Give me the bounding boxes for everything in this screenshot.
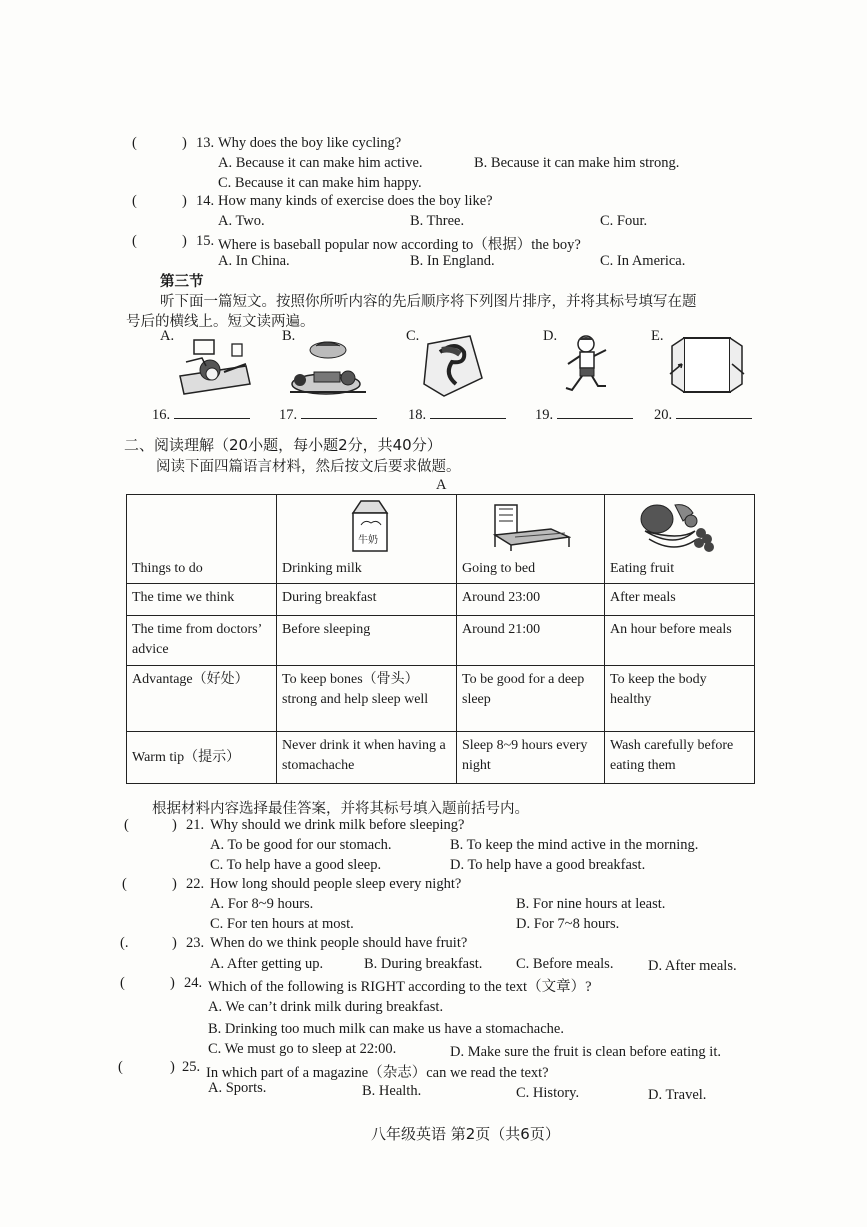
q14-option-b: B. Three. <box>410 213 465 229</box>
picture-label-b: B. <box>282 328 296 344</box>
q23-option-a: A. After getting up. <box>210 956 324 972</box>
q22-option-d: D. For 7~8 hours. <box>516 916 620 932</box>
blank-17[interactable] <box>279 406 377 424</box>
q22-option-c: C. For ten hours at most. <box>210 916 354 932</box>
table-cell: Wash carefully before eating them <box>605 732 755 784</box>
table-row <box>127 584 755 616</box>
q22-option-b: B. For nine hours at least. <box>516 896 666 912</box>
q23-text: When do we think people should have fruit? <box>210 935 468 951</box>
q22-paren[interactable]: ( <box>122 876 127 892</box>
q15-option-a: A. In China. <box>218 253 290 269</box>
q24-option-d: D. Make sure the fruit is clean before eating it. <box>450 1044 721 1060</box>
q14-paren[interactable]: ( <box>132 193 137 209</box>
blank-20-label: 20. <box>654 407 673 423</box>
table-header-cell <box>127 495 277 584</box>
food-plate-icon <box>286 336 372 403</box>
table-row <box>127 732 755 784</box>
blank-17-label: 17. <box>279 407 298 423</box>
q14-number: 14. <box>196 193 215 209</box>
q22-paren-close: ) <box>172 876 177 892</box>
table-cell: Advantage（好处） <box>127 666 277 732</box>
section3-title: 第三节 <box>160 274 204 290</box>
q21-paren-close: ) <box>172 817 177 833</box>
blank-19[interactable] <box>535 406 633 424</box>
section3-instruction-line1: 听下面一篇短文。按照你所听内容的先后顺序将下列图片排序，并将其标号填写在题 <box>160 294 697 310</box>
table-cell: Warm tip（提示） <box>127 732 277 784</box>
section3-instruction-line2: 号后的横线上。短文读两遍。 <box>126 314 315 330</box>
reading-instruction: 根据材料内容选择最佳答案，并将其标号填入题前括号内。 <box>152 801 529 817</box>
table-header-cell <box>605 495 755 584</box>
q25-paren-close: ) <box>170 1059 175 1075</box>
picture-label-c: C. <box>406 328 420 344</box>
blank-18[interactable] <box>408 406 506 424</box>
q24-option-a: A. We can’t drink milk during breakfast. <box>208 999 444 1015</box>
q23-option-c: C. Before meals. <box>516 956 614 972</box>
q13-option-a: A. Because it can make him active. <box>218 155 423 171</box>
bed-icon <box>491 501 571 553</box>
page-footer: 八年级英语 第2页（共6页） <box>371 1125 560 1143</box>
q24-paren-close: ) <box>170 975 175 991</box>
blank-19-label: 19. <box>535 407 554 423</box>
q24-option-b: B. Drinking too much milk can make us have a stomachache. <box>208 1021 564 1037</box>
q14-paren-close: ) <box>182 193 187 209</box>
blank-16-label: 16. <box>152 407 171 423</box>
q24-text: Which of the following is RIGHT according to the text（文章）? <box>208 979 592 995</box>
q21-paren[interactable]: ( <box>124 817 129 833</box>
table-header-label: Eating fruit <box>610 561 675 576</box>
q15-paren[interactable]: ( <box>132 233 137 249</box>
q13-number: 13. <box>196 135 215 151</box>
picture-label-e: E. <box>651 328 664 344</box>
q15-number: 15. <box>196 233 215 249</box>
q25-option-c: C. History. <box>516 1085 580 1101</box>
q13-option-c: C. Because it can make him happy. <box>218 175 422 191</box>
q15-paren-close: ) <box>182 233 187 249</box>
q13-text: Why does the boy like cycling? <box>218 135 402 151</box>
table-cell: Sleep 8~9 hours every night <box>457 732 605 784</box>
q22-text: How long should people sleep every night? <box>210 876 462 892</box>
table-row <box>127 666 755 732</box>
blank-20[interactable] <box>654 406 752 424</box>
q21-text: Why should we drink milk before sleeping? <box>210 817 465 833</box>
table-cell: To keep the body healthy <box>605 666 755 732</box>
table-header-label: Going to bed <box>462 561 536 576</box>
q15-option-b: B. In England. <box>410 253 495 269</box>
milk-carton-label: 牛奶 <box>358 535 378 546</box>
q25-number: 25. <box>182 1059 201 1075</box>
q25-paren[interactable]: ( <box>118 1059 123 1075</box>
q15-text: Where is baseball popular now according to（根据）the boy? <box>218 237 581 253</box>
q15-option-c: C. In America. <box>600 253 686 269</box>
table-cell: Before sleeping <box>277 616 457 666</box>
blank-18-label: 18. <box>408 407 427 423</box>
q21-number: 21. <box>186 817 205 833</box>
q23-option-b: B. During breakfast. <box>364 956 483 972</box>
q25-option-b: B. Health. <box>362 1083 422 1099</box>
q21-option-a: A. To be good for our stomach. <box>210 837 392 853</box>
q22-option-a: A. For 8~9 hours. <box>210 896 314 912</box>
q22-number: 22. <box>186 876 205 892</box>
table-header-cell <box>277 495 457 584</box>
table-header-label: Drinking milk <box>282 561 362 576</box>
table-cell: Around 21:00 <box>457 616 605 666</box>
q21-option-d: D. To help have a good breakfast. <box>450 857 646 873</box>
q21-option-c: C. To help have a good sleep. <box>210 857 382 873</box>
q25-option-d: D. Travel. <box>648 1087 707 1103</box>
q14-text: How many kinds of exercise does the boy like? <box>218 193 493 209</box>
picture-label-a: A. <box>160 328 175 344</box>
picture-label-d: D. <box>543 328 558 344</box>
q14-option-c: C. Four. <box>600 213 648 229</box>
q23-number: 23. <box>186 935 205 951</box>
q23-paren-close: ) <box>172 935 177 951</box>
running-boy-icon <box>564 334 610 401</box>
q14-option-a: A. Two. <box>218 213 265 229</box>
milk-carton-icon <box>347 499 393 553</box>
passage-label: A <box>436 477 447 493</box>
table-header-label: Things to do <box>132 561 203 576</box>
table-cell: To keep bones（骨头）strong and help sleep well <box>277 666 457 732</box>
table-header-cell <box>457 495 605 584</box>
table-cell: The time from doctors’ advice <box>127 616 277 666</box>
q13-paren[interactable]: ( <box>132 135 137 151</box>
q21-option-b: B. To keep the mind active in the morning. <box>450 837 699 853</box>
q23-paren[interactable]: (. <box>120 935 129 951</box>
table-cell: During breakfast <box>277 584 457 616</box>
table-cell: The time we think <box>127 584 277 616</box>
spilled-drink-icon <box>422 334 486 403</box>
table-cell: To be good for a deep sleep <box>457 666 605 732</box>
blank-16[interactable] <box>152 406 250 424</box>
part2-title: 二、阅读理解（20小题，每小题2分，共40分） <box>124 436 442 454</box>
open-window-icon <box>668 334 746 401</box>
q24-number: 24. <box>184 975 203 991</box>
q25-text: In which part of a magazine（杂志）can we read the text? <box>206 1065 549 1081</box>
info-table <box>126 494 755 784</box>
q13-paren-close: ) <box>182 135 187 151</box>
q13-option-b: B. Because it can make him strong. <box>474 155 680 171</box>
q25-option-a: A. Sports. <box>208 1080 267 1096</box>
table-row <box>127 616 755 666</box>
part2-instruction: 阅读下面四篇语言材料，然后按文后要求做题。 <box>156 459 461 475</box>
table-cell: After meals <box>605 584 755 616</box>
q24-option-c: C. We must go to sleep at 22:00. <box>208 1041 397 1057</box>
sleeping-person-icon <box>176 336 256 403</box>
q24-paren[interactable]: ( <box>120 975 125 991</box>
fruit-basket-icon <box>635 501 717 555</box>
table-cell: Around 23:00 <box>457 584 605 616</box>
table-cell: Never drink it when having a stomachache <box>277 732 457 784</box>
table-cell: An hour before meals <box>605 616 755 666</box>
q23-option-d: D. After meals. <box>648 958 737 974</box>
